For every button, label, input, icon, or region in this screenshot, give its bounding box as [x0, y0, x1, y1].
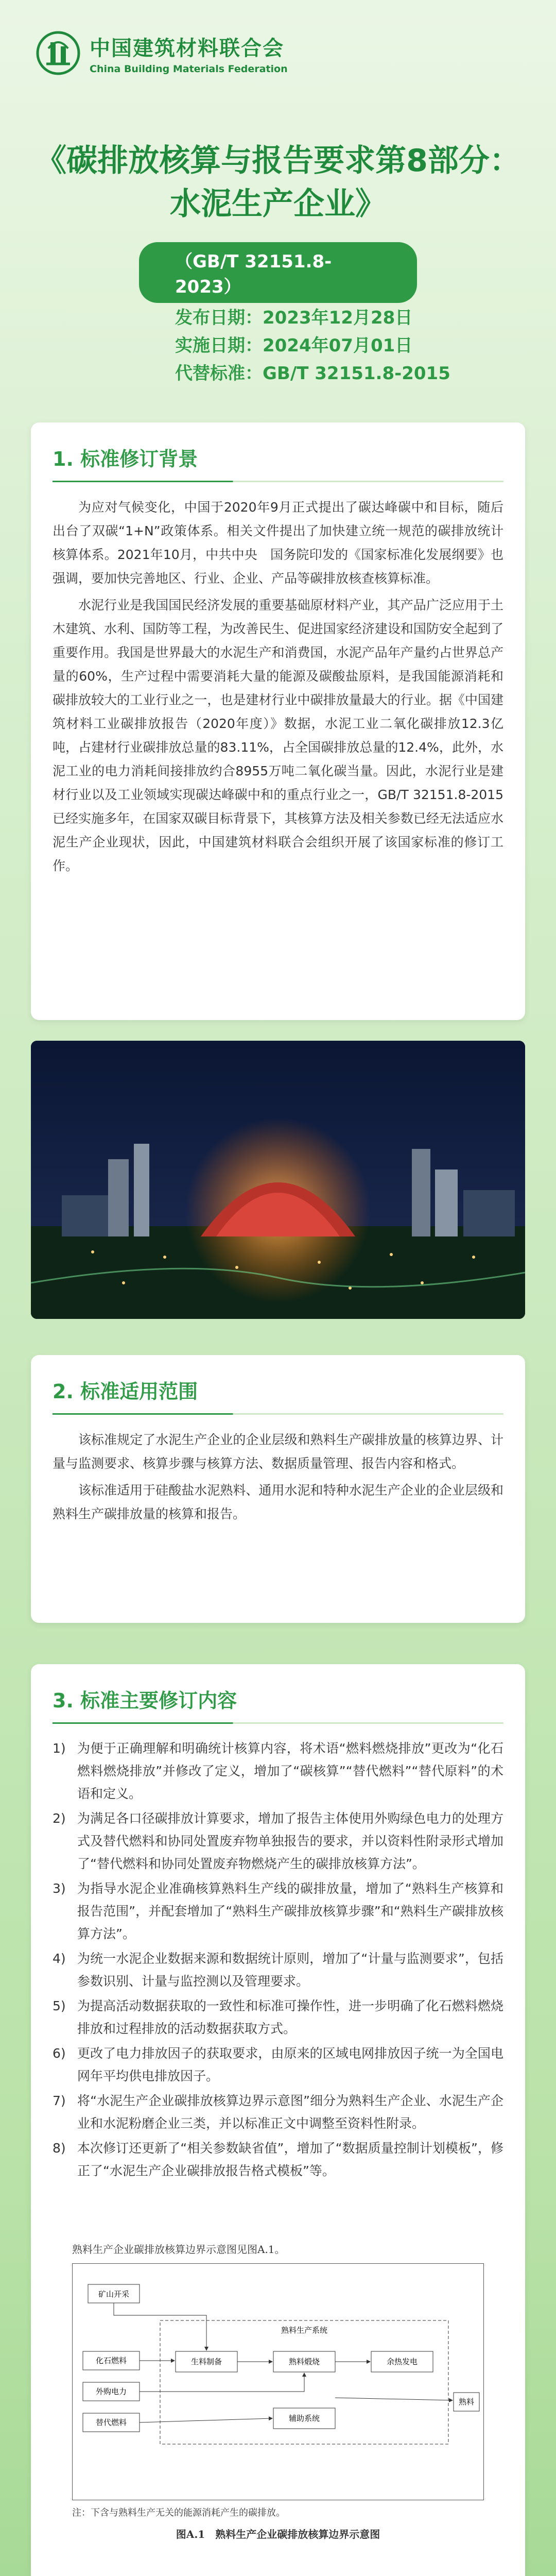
date-value: 2023年12月28日 — [263, 308, 413, 328]
list-item — [53, 1995, 503, 2040]
paragraph: 该标准规定了水泥生产企业的企业层级和熟料生产碳排放量的核算边界、计量与监测要求、核算步骤与核算方法、数据质量管理、报告内容和格式。 — [53, 1432, 503, 1471]
item-text: 为满足各口径碳排放计算要求，增加了报告主体使用外购绿色电力的处理方式及替代燃料和协同处置废弃物单独报告的要求，并以资料性附录形式增加了“替代燃料和协同处置废弃物燃烧产生的碳排放核算方法”。 — [77, 1811, 503, 1871]
list-item — [53, 1737, 503, 1805]
publish-date-row — [175, 304, 450, 332]
date-list — [175, 304, 450, 387]
section-title: 2. 标准适用范围 — [53, 1380, 198, 1403]
list-item — [53, 2042, 503, 2088]
diagram-node: 辅助系统 — [288, 2414, 320, 2423]
diagram-node: 生料制备 — [190, 2357, 222, 2366]
page-title — [0, 139, 556, 226]
diagram-node: 替代燃料 — [95, 2418, 127, 2427]
diagram-node: 熟料生产系统 — [281, 2326, 328, 2335]
diagram-node: 矿山开采 — [98, 2290, 130, 2299]
item-number: 4) — [53, 1951, 66, 1966]
item-text: 为提高活动数据获取的一致性和标准可操作性，进一步明确了化石燃料燃烧排放和过程排放的活动数据获取方式。 — [77, 1998, 503, 2036]
effective-date-row — [175, 332, 450, 360]
figure-note: 注：下含与熟料生产无关的能源消耗产生的碳排放。 — [72, 2507, 285, 2518]
item-number: 6) — [53, 2046, 66, 2061]
date-value: GB/T 32151.8-2015 — [263, 363, 450, 384]
list-item — [53, 2090, 503, 2135]
section-divider — [53, 1722, 503, 1724]
item-number: 1) — [53, 1741, 66, 1756]
diagram-node: 外购电力 — [95, 2387, 127, 2396]
cement-plant-night-photo — [31, 1041, 525, 1319]
diagram-node: 化石燃料 — [95, 2356, 127, 2365]
org-name-en: China Building Materials Federation — [90, 63, 288, 75]
date-value: 2024年07月01日 — [263, 335, 413, 356]
list-item — [53, 2137, 503, 2182]
item-number: 2) — [53, 1811, 66, 1826]
item-number: 8) — [53, 2141, 66, 2156]
boundary-diagram-a1 — [72, 2263, 484, 2500]
paragraph: 为应对气候变化，中国于2020年9月正式提出了碳达峰碳中和目标，随后出台了双碳“1+N”政策体系。相关文件提出了加快建立统一规范的碳排放统计核算体系。2021年10月，中共中央 国务院印发的《国家标准化发展纲要》也强调，要加快完善地区、行业、企业、产品等碳排放核查核算标准。 — [53, 500, 503, 586]
diagram-node: 余热发电 — [386, 2357, 418, 2366]
date-label: 发布日期： — [175, 308, 263, 328]
section-divider — [53, 481, 503, 482]
revision-list — [53, 1737, 503, 2182]
federation-emblem-icon — [36, 31, 80, 75]
item-text: 本次修订还更新了“相关参数缺省值”，增加了“数据质量控制计划模板”，修正了“水泥生产企业碳排放报告格式模板”等。 — [77, 2141, 503, 2178]
item-text: 为便于正确理解和明确统计核算内容，将术语“燃料燃烧排放”更改为“化石燃料燃烧排放”并修改了定义，增加了“碳核算”“替代燃料”“替代原料”的术语和定义。 — [77, 1741, 503, 1801]
section-scope-card — [31, 1355, 525, 1623]
item-number: 5) — [53, 1998, 66, 2013]
item-text: 更改了电力排放因子的获取要求，由原来的区域电网排放因子统一为全国电网年平均供电排放因子。 — [77, 2046, 503, 2083]
list-item — [53, 1807, 503, 1875]
section-background-card — [31, 422, 525, 1020]
section-divider — [53, 1413, 503, 1415]
figure-caption: 图A.1 熟料生产企业碳排放核算边界示意图 — [176, 2528, 380, 2540]
standard-code-badge: （GB/T 32151.8-2023） — [139, 242, 417, 303]
paragraph: 水泥行业是我国国民经济发展的重要基础原材料产业，其产品广泛应用于土木建筑、水利、国防等工程，为改善民生、促进国家经济建设和国防安全起到了重要作用。我国是世界最大的水泥生产和消费国，水泥产品年产量约占世界总产量的60%，生产过程中需要消耗大量的能源及碳酸盐原料，是我国能源消耗和碳排放较大的工业行业之一，也是建材行业中碳排放量最大的行业。据《中国建筑材料工业碳排放报告（2020年度）》数据，水泥工业二氧化碳排放12.3亿吨，占建材行业碳排放总量的83.11%，占全国碳排放总量的12.4%，此外，水泥工业的电力消耗间接排放约合8955万吨二氧化碳当量。因此，水泥行业是建材行业以及工业领域实现碳达峰碳中和的重点行业之一，GB/T 32151.8-2015已经实施多年，在国家双碳目标背景下，其核算方法及相关参数已经无法适应水泥生产企业现状，因此，中国建筑材料联合会组织开展了该国家标准的修订工作。 — [53, 598, 503, 873]
date-label: 实施日期： — [175, 335, 263, 356]
title-line-2: 水泥生产企业》 — [170, 186, 386, 222]
item-text: 为指导水泥企业准确核算熟料生产线的碳排放量，增加了“熟料生产核算和报告范围”，并配套增加了“熟料生产碳排放核算步骤”和“熟料生产碳排放核算方法”。 — [77, 1881, 503, 1941]
diagram-node: 熟料 — [458, 2397, 475, 2406]
replaced-standard-row — [175, 360, 450, 387]
org-name-cn: 中国建筑材料联合会 — [90, 36, 284, 60]
item-text: 为统一水泥企业数据来源和数据统计原则，增加了“计量与监测要求”，包括参数识别、计量与监控测以及管理要求。 — [77, 1951, 503, 1989]
item-number: 7) — [53, 2093, 66, 2108]
diagram-node: 熟料煅烧 — [288, 2357, 320, 2366]
date-label: 代替标准： — [175, 363, 263, 384]
item-number: 3) — [53, 1881, 66, 1896]
section-title: 3. 标准主要修订内容 — [53, 1689, 237, 1712]
list-item — [53, 1947, 503, 1993]
item-text: 将“水泥生产企业碳排放核算边界示意图”细分为熟料生产企业、水泥生产企业和水泥粉磨企业三类，并以标准正文中调整至资料性附录。 — [77, 2093, 503, 2131]
org-logo — [36, 31, 288, 75]
figure-a1 — [51, 2226, 505, 2566]
figure-intro: 熟料生产企业碳排放核算边界示意图见图A.1。 — [72, 2243, 285, 2256]
section-title: 1. 标准修订背景 — [53, 448, 198, 470]
paragraph: 该标准适用于硅酸盐水泥熟料、通用水泥和特种水泥生产企业的企业层级和熟料生产碳排放量的核算和报告。 — [53, 1483, 503, 1521]
title-line-1: 《碳排放核算与报告要求第8部分： — [36, 143, 520, 179]
list-item — [53, 1877, 503, 1945]
